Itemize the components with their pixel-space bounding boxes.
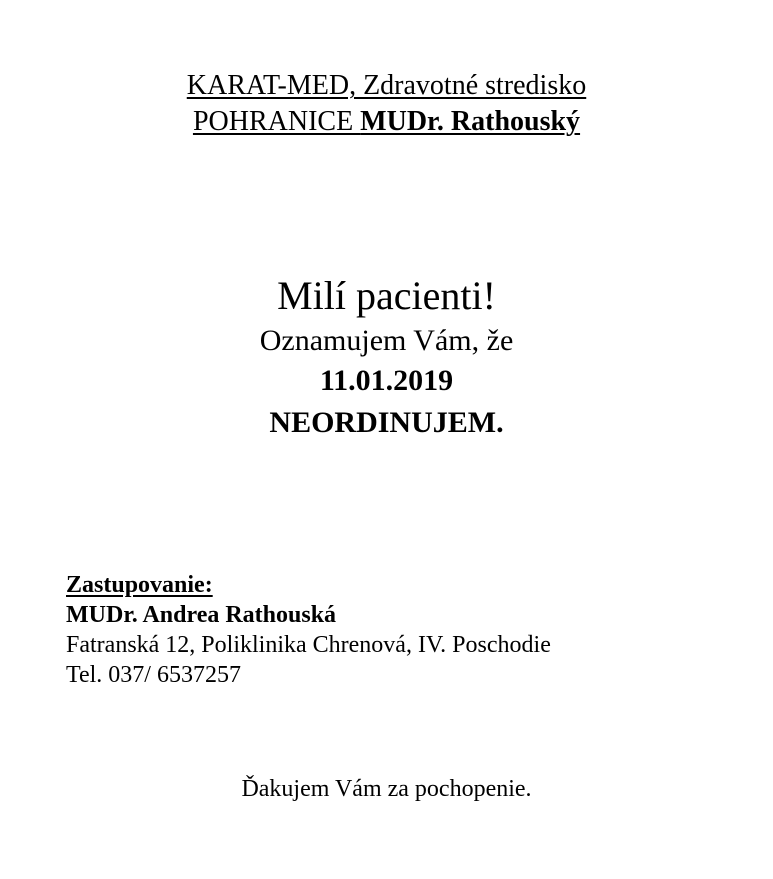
- closing-thanks: Ďakujem Vám za pochopenie.: [241, 776, 532, 802]
- closure-date: 11.01.2019: [319, 364, 454, 397]
- clinic-location-doctor: [193, 104, 580, 140]
- clinic-name: KARAT-MED, Zdravotné stredisko: [186, 70, 587, 101]
- substitute-doctor: MUDr. Andrea Rathouská: [66, 602, 337, 628]
- substitute-heading: Zastupovanie:: [66, 572, 213, 598]
- substitute-address: Fatranská 12, Poliklinika Chrenová, IV. Poschodie: [66, 632, 551, 658]
- substitute-phone: Tel. 037/ 6537257: [66, 662, 241, 688]
- notice: [0, 270, 773, 444]
- substitute-section: [66, 570, 551, 690]
- clinic-location: POHRANICE: [192, 106, 361, 137]
- announcement: Oznamujem Vám, že: [259, 324, 514, 357]
- closure-status: NEORDINUJEM.: [269, 406, 504, 439]
- header: [0, 68, 773, 140]
- clinic-doctor: MUDr. Rathouský: [360, 106, 581, 137]
- greeting: Milí pacienti!: [277, 273, 496, 318]
